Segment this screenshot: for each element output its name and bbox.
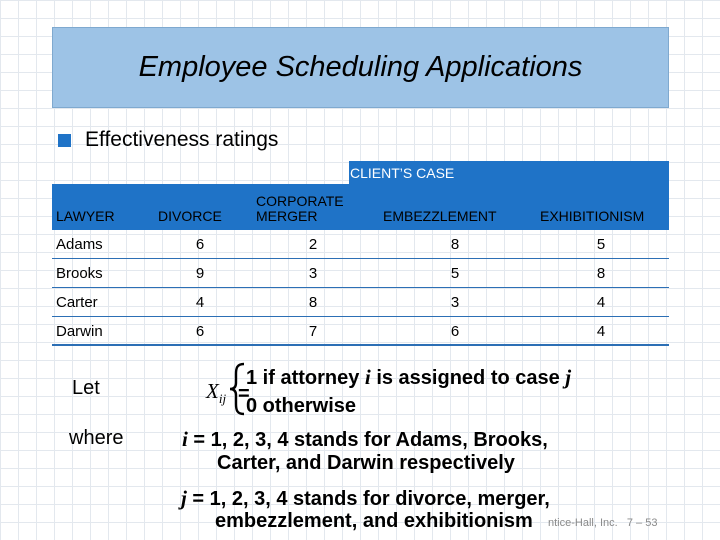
formula-case-zero: 0 otherwise xyxy=(246,395,357,417)
let-label: Let xyxy=(72,377,100,399)
page-title: Employee Scheduling Applications xyxy=(138,51,583,83)
where-j-line2: embezzlement, and exhibitionism xyxy=(215,510,533,532)
formula-variable: $X_{ij}$ xyxy=(206,379,227,407)
table-cell: 6 xyxy=(450,323,460,340)
table-cell: 8 xyxy=(450,236,460,253)
table-cell: 4 xyxy=(596,294,606,311)
table-cell: 4 xyxy=(195,294,205,311)
table-cell: 7 xyxy=(308,323,318,340)
table-cell: 2 xyxy=(308,236,318,253)
row-divider xyxy=(52,316,669,317)
clients-case-header: CLIENT’S CASE xyxy=(350,165,455,181)
formula-subscript: ij xyxy=(218,391,227,407)
row-name-brooks: Brooks xyxy=(56,265,103,282)
where-j-line1: j = 1, 2, 3, 4 stands for divorce, merger, xyxy=(181,486,550,510)
bullet-square-icon xyxy=(58,134,71,147)
formula-case-one: 1 if attorney i is assigned to case j xyxy=(246,365,572,389)
table-cell: 5 xyxy=(450,265,460,282)
title-box xyxy=(52,27,669,108)
formula-equals: = xyxy=(238,383,250,405)
page-number: 7 – 53 xyxy=(626,517,658,529)
footer-copyright: ntice-Hall, Inc. xyxy=(548,517,618,529)
row-divider xyxy=(52,258,669,259)
row-name-darwin: Darwin xyxy=(56,323,103,340)
table-cell: 4 xyxy=(596,323,606,340)
lawyer-header: LAWYER xyxy=(56,208,115,224)
where-label: where xyxy=(69,427,124,449)
table-cell: 8 xyxy=(596,265,606,282)
table-cell: 9 xyxy=(195,265,205,282)
row-name-adams: Adams xyxy=(56,236,103,253)
row-name-carter: Carter xyxy=(56,294,98,311)
table-cell: 6 xyxy=(195,236,205,253)
table-cell: 3 xyxy=(308,265,318,282)
column-header-divorce: DIVORCE xyxy=(158,208,222,224)
column-header-merger-line2: MERGER xyxy=(256,208,318,224)
where-i-line2: Carter, and Darwin respectively xyxy=(217,452,515,474)
column-header-merger-line1: CORPORATE xyxy=(256,193,344,209)
table-cell: 8 xyxy=(308,294,318,311)
bullet-text: Effectiveness ratings xyxy=(85,128,279,151)
row-divider xyxy=(52,287,669,288)
column-header-exhibitionism: EXHIBITIONISM xyxy=(540,208,645,224)
bullet-item xyxy=(58,128,278,152)
column-header-embezzlement: EMBEZZLEMENT xyxy=(383,208,497,224)
table-cell: 6 xyxy=(195,323,205,340)
table-cell: 3 xyxy=(450,294,460,311)
footer xyxy=(548,517,657,529)
table-cell: 5 xyxy=(596,236,606,253)
table-bottom-border xyxy=(52,344,669,346)
where-i-line1: i = 1, 2, 3, 4 stands for Adams, Brooks, xyxy=(182,427,548,451)
